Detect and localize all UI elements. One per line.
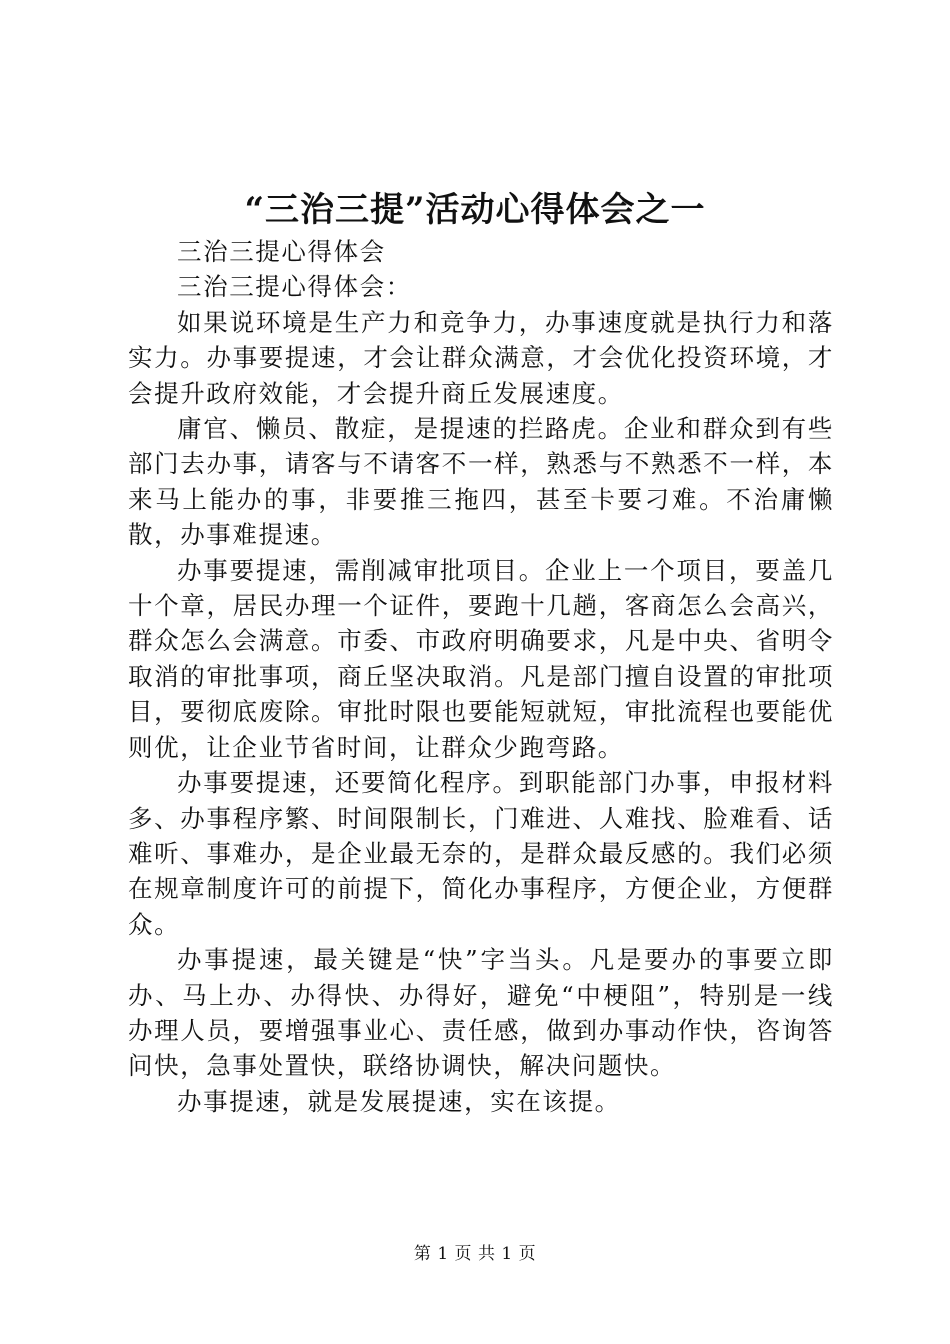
paragraph: 庸官、懒员、散症，是提速的拦路虎。企业和群众到有些部门去办事，请客与不请客不一样，熟悉与不熟悉不一样，本来马上能办的事，非要推三拖四，甚至卡要刁难。不治庸懒散，办事难提速。 — [128, 414, 834, 550]
paragraph: 办事提速，就是发展提速，实在该提。 — [177, 1086, 621, 1116]
page-footer: 第 1 页 共 1 页 — [413, 1244, 537, 1264]
paragraph-heading: 三治三提心得体会： — [177, 272, 412, 302]
paragraph: 办事要提速，还要简化程序。到职能部门办事，申报材料多、办事程序繁、时间限制长，门难进、人难找、脸难看、话难听、事难办，是企业最无奈的，是群众最反感的。我们必须在规章制度许可的前提下，简化办事程序，方便企业，方便群众。 — [128, 768, 834, 939]
document-body — [128, 234, 834, 1119]
paragraph: 办事要提速，需削减审批项目。企业上一个项目，要盖几十个章，居民办理一个证件，要跑十几趟，客商怎么会高兴，群众怎么会满意。市委、市政府明确要求，凡是中央、省明令取消的审批事项，商丘坚决取消。凡是部门擅自设置的审批项目，要彻底废除。审批时限也要能短就短，审批流程也要能优则优，让企业节省时间，让群众少跑弯路。 — [128, 555, 834, 762]
paragraph: 办事提速，最关键是“快”字当头。凡是要办的事要立即办、马上办、办得快、办得好，避免“中梗阻”，特别是一线办理人员，要增强事业心、责任感，做到办事动作快，咨询答问快，急事处置快，联络协调快，解决问题快。 — [128, 945, 834, 1081]
paragraph: 如果说环境是生产力和竞争力，办事速度就是执行力和落实力。办事要提速，才会让群众满意，才会优化投资环境，才会提升政府效能，才会提升商丘发展速度。 — [128, 307, 834, 408]
document-title: “三治三提”活动心得体会之一 — [244, 190, 706, 230]
paragraph-subtitle: 三治三提心得体会 — [177, 237, 386, 266]
